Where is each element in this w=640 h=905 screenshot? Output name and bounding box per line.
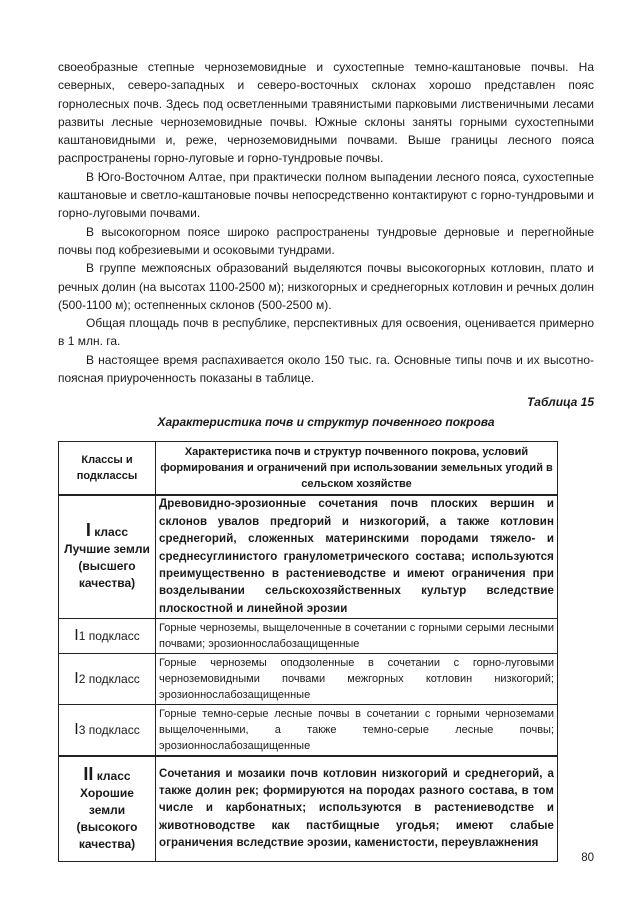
class-roman: II [83,763,94,784]
class-cell [59,495,156,618]
paragraph-3: В высокогорном поясе широко распространены тундровые дерновые и перегнойные почвы под кобрезиевыми и осоковыми тундрами. [58,224,594,257]
description-cell: Горные черноземы, выщелоченные в сочетании с горными серыми лесными почвами; эрозионнослабозащищенные [156,619,558,654]
table-row [59,495,558,618]
class-label: класс Хорошие земли (высокого качества) [76,768,138,851]
description-cell: Сочетания и мозаики почв котловин низкогорий и среднегорий, а также долин рек; формируются на породах разного состава, в том числе и карбонатных; используются в растениеводстве и животноводстве как пастбищные угодья; имеют слабые ограничения вследствие эрозии, каменистости, переувлажнения [156,756,558,862]
table-label: Таблица 15 [526,395,594,410]
paragraph-4: В группе межпоясных образований выделяются почвы высокогорных котловин, плато и речных долин (на высотах 1100-2500 м); низкогорных и среднегорных котловин и речных долин (500-1100 м); остепненных склонов (500-2500 м). [58,261,594,312]
paragraph-2: В Юго-Восточном Алтае, при практически полном выпадении лесного пояса, сухостепные каштановые и светло-каштановые почвы непосредственно контактируют с горно-тундровыми и горно-луговыми почвами. [58,169,594,221]
subclass-cell [59,619,156,654]
table-row [59,654,558,705]
page-content [58,58,594,862]
subclass-cell [59,705,156,757]
header-classes: Классы и подклассы [59,442,156,496]
description-cell: Древовидно-эрозионные сочетания почв плоских вершин и склонов увалов предгорий и низкогорий, а также котловин среднегорий, сложенных материнскими породами тяжело- и среднесуглинистого гранулометрического состава; используются преимущественно в растениеводстве и имеют ограничения при возделывании сельскохозяйственных культур вследствие плоскостной и линейной эрозии [156,495,558,618]
paragraph-1: своеобразные степные черноземовидные и сухостепные темно-каштановые почвы. На северных, северо-западных и северо-восточных склонах хорошо представлен пояс горнолесных почв. Здесь под осветленными травянистыми парковыми лиственичными лесами развиты лесные черноземовидные почвы. Южные склоны заняты горными сухостепными каштановидными и, реже, черноземовидными почвами. Выше границы лесного пояса распространены горно-луговые и горно-тундровые почвы. [58,60,594,166]
paragraph-6: В настоящее время распахивается около 150 тыс. га. Основные типы почв и их высотно-поясная приуроченность показаны в таблице. [58,352,594,386]
table-header-row [59,442,558,496]
page-number: 80 [581,852,594,864]
subclass-roman: I [74,721,79,739]
subclass-label: 1 подкласс [78,629,140,644]
table-row [59,705,558,757]
description-cell: Горные черноземы оподзоленные в сочетании с горно-луговыми черноземовидными почвами межгорных котловин низкогорий; эрозионнослабозащищенные [156,654,558,705]
subclass-roman: I [74,627,79,645]
subclass-cell [59,654,156,705]
class-cell [59,756,156,862]
subclass-roman: I [74,670,79,688]
description-cell: Горные темно-серые лесные почвы в сочетании с горными черноземами выщелоченными, а также темно-серые лесные почвы; эрозионнослабозащищенные [156,705,558,757]
table-row [59,619,558,654]
soil-table [58,441,558,862]
table-title: Характеристика почв и структур почвенного покрова [157,415,495,430]
paragraph-5: Общая площадь почв в республике, перспективных для освоения, оценивается примерно в 1 млн. га. [58,316,594,349]
class-roman: I [85,520,91,541]
subclass-label: 2 подкласс [78,672,140,687]
header-characteristics: Характеристика почв и структур почвенного покрова, условий формирования и ограничений при использовании земельных угодий в сельском хозяйстве [156,442,558,496]
class-label: класс Лучшие земли (высшего качества) [64,525,150,591]
table-row [59,756,558,862]
subclass-label: 3 подкласс [78,723,140,738]
